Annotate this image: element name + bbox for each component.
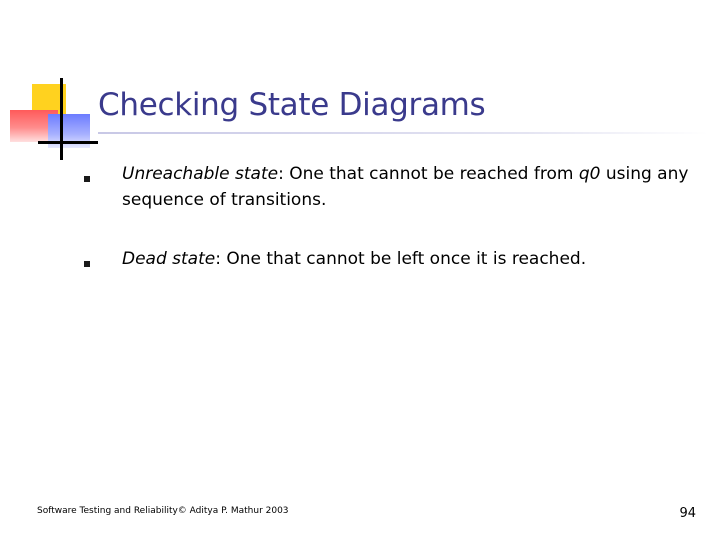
- bullet-marker: [84, 176, 90, 182]
- slide-title: Checking State Diagrams: [98, 87, 486, 123]
- bullet-item-dead-state: [122, 246, 692, 272]
- bullet-term: Dead state: [122, 249, 216, 269]
- bullet-text: : One that cannot be reached from: [278, 164, 579, 184]
- bullet-text: : One that cannot be left once it is reached.: [215, 249, 587, 269]
- bullet-text: using any sequence of transitions.: [122, 164, 689, 210]
- bullet-symbol: q0: [578, 164, 601, 184]
- bullet-term: Unreachable state: [122, 164, 279, 184]
- page-number: 94: [679, 506, 696, 521]
- bullet-item-unreachable-state: [122, 161, 692, 213]
- bullet-marker: [84, 261, 90, 267]
- footer-copyright: Software Testing and Reliability© Aditya P. Mathur 2003: [37, 506, 289, 516]
